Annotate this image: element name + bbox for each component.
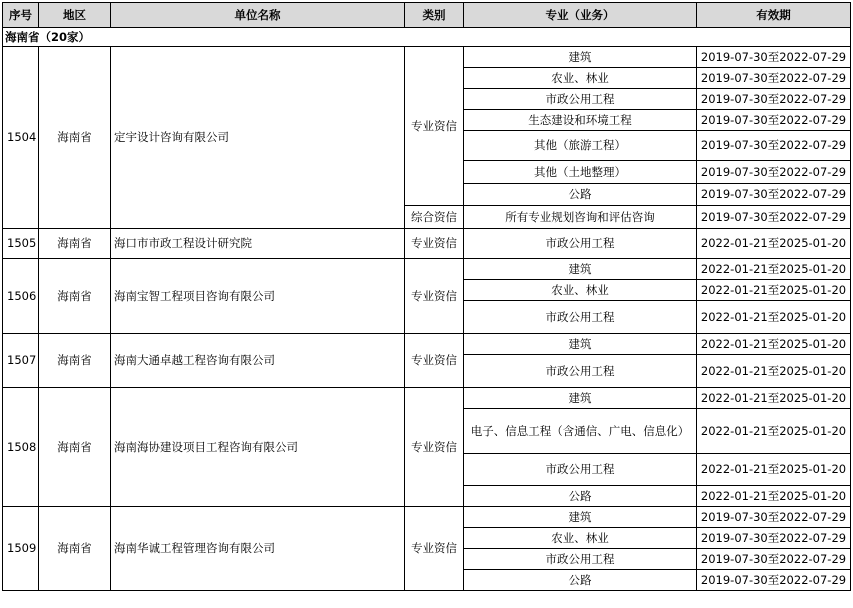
validity-cell: 2019-07-30至2022-07-29 [697,68,851,89]
category-cell: 综合资信 [405,206,464,229]
specialty-cell: 其他（土地整理） [464,161,697,184]
category-cell: 专业资信 [405,388,464,507]
region-cell: 海南省 [39,259,111,334]
validity-cell: 2022-01-21至2025-01-20 [697,334,851,355]
seq-cell: 1505 [3,229,39,259]
seq-cell: 1508 [3,388,39,507]
table-row [3,388,851,409]
specialty-cell: 市政公用工程 [464,229,697,259]
qualification-table [2,2,851,591]
table-row [3,47,851,68]
validity-cell: 2019-07-30至2022-07-29 [697,47,851,68]
validity-cell: 2022-01-21至2025-01-20 [697,454,851,486]
validity-cell: 2022-01-21至2025-01-20 [697,409,851,454]
table-row [3,334,851,355]
header-category: 类别 [405,3,464,28]
specialty-cell: 公路 [464,486,697,507]
header-region: 地区 [39,3,111,28]
seq-cell: 1506 [3,259,39,334]
validity-cell: 2019-07-30至2022-07-29 [697,528,851,549]
specialty-cell: 建筑 [464,259,697,280]
validity-cell: 2022-01-21至2025-01-20 [697,229,851,259]
specialty-cell: 市政公用工程 [464,355,697,388]
specialty-cell: 市政公用工程 [464,301,697,334]
validity-cell: 2019-07-30至2022-07-29 [697,131,851,161]
region-cell: 海南省 [39,229,111,259]
category-cell: 专业资信 [405,507,464,591]
table-row [3,259,851,280]
unit-name-cell: 海南华诚工程管理咨询有限公司 [111,507,405,591]
specialty-cell: 电子、信息工程（含通信、广电、信息化） [464,409,697,454]
header-specialty: 专业（业务） [464,3,697,28]
region-title-row [3,28,851,47]
specialty-cell: 公路 [464,570,697,591]
validity-cell: 2019-07-30至2022-07-29 [697,89,851,110]
validity-cell: 2019-07-30至2022-07-29 [697,161,851,184]
region-cell: 海南省 [39,388,111,507]
region-cell: 海南省 [39,334,111,388]
seq-cell: 1507 [3,334,39,388]
validity-cell: 2019-07-30至2022-07-29 [697,184,851,206]
validity-cell: 2022-01-21至2025-01-20 [697,301,851,334]
specialty-cell: 建筑 [464,388,697,409]
seq-cell: 1504 [3,47,39,229]
specialty-cell: 生态建设和环境工程 [464,110,697,131]
validity-cell: 2022-01-21至2025-01-20 [697,486,851,507]
specialty-cell: 市政公用工程 [464,89,697,110]
validity-cell: 2019-07-30至2022-07-29 [697,570,851,591]
unit-name-cell: 海南大通卓越工程咨询有限公司 [111,334,405,388]
category-cell: 专业资信 [405,47,464,206]
specialty-cell: 公路 [464,184,697,206]
unit-name-cell: 海南宝智工程项目咨询有限公司 [111,259,405,334]
region-cell: 海南省 [39,507,111,591]
region-cell: 海南省 [39,47,111,229]
specialty-cell: 建筑 [464,47,697,68]
region-title: 海南省（20家） [3,28,851,47]
unit-name-cell: 定宇设计咨询有限公司 [111,47,405,229]
header-validity: 有效期 [697,3,851,28]
validity-cell: 2019-07-30至2022-07-29 [697,206,851,229]
specialty-cell: 市政公用工程 [464,454,697,486]
category-cell: 专业资信 [405,229,464,259]
validity-cell: 2019-07-30至2022-07-29 [697,507,851,528]
table-row [3,507,851,528]
seq-cell: 1509 [3,507,39,591]
specialty-cell: 农业、林业 [464,68,697,89]
validity-cell: 2022-01-21至2025-01-20 [697,280,851,301]
specialty-cell: 其他（旅游工程） [464,131,697,161]
specialty-cell: 市政公用工程 [464,549,697,570]
unit-name-cell: 海南海协建设项目工程咨询有限公司 [111,388,405,507]
specialty-cell: 农业、林业 [464,280,697,301]
validity-cell: 2022-01-21至2025-01-20 [697,355,851,388]
category-cell: 专业资信 [405,259,464,334]
category-cell: 专业资信 [405,334,464,388]
header-row [3,3,851,28]
specialty-cell: 建筑 [464,507,697,528]
validity-cell: 2019-07-30至2022-07-29 [697,110,851,131]
specialty-cell: 所有专业规划咨询和评估咨询 [464,206,697,229]
validity-cell: 2022-01-21至2025-01-20 [697,259,851,280]
specialty-cell: 建筑 [464,334,697,355]
header-unit-name: 单位名称 [111,3,405,28]
validity-cell: 2019-07-30至2022-07-29 [697,549,851,570]
unit-name-cell: 海口市市政工程设计研究院 [111,229,405,259]
header-seq: 序号 [3,3,39,28]
specialty-cell: 农业、林业 [464,528,697,549]
table-body [3,28,851,591]
validity-cell: 2022-01-21至2025-01-20 [697,388,851,409]
table-row [3,229,851,259]
